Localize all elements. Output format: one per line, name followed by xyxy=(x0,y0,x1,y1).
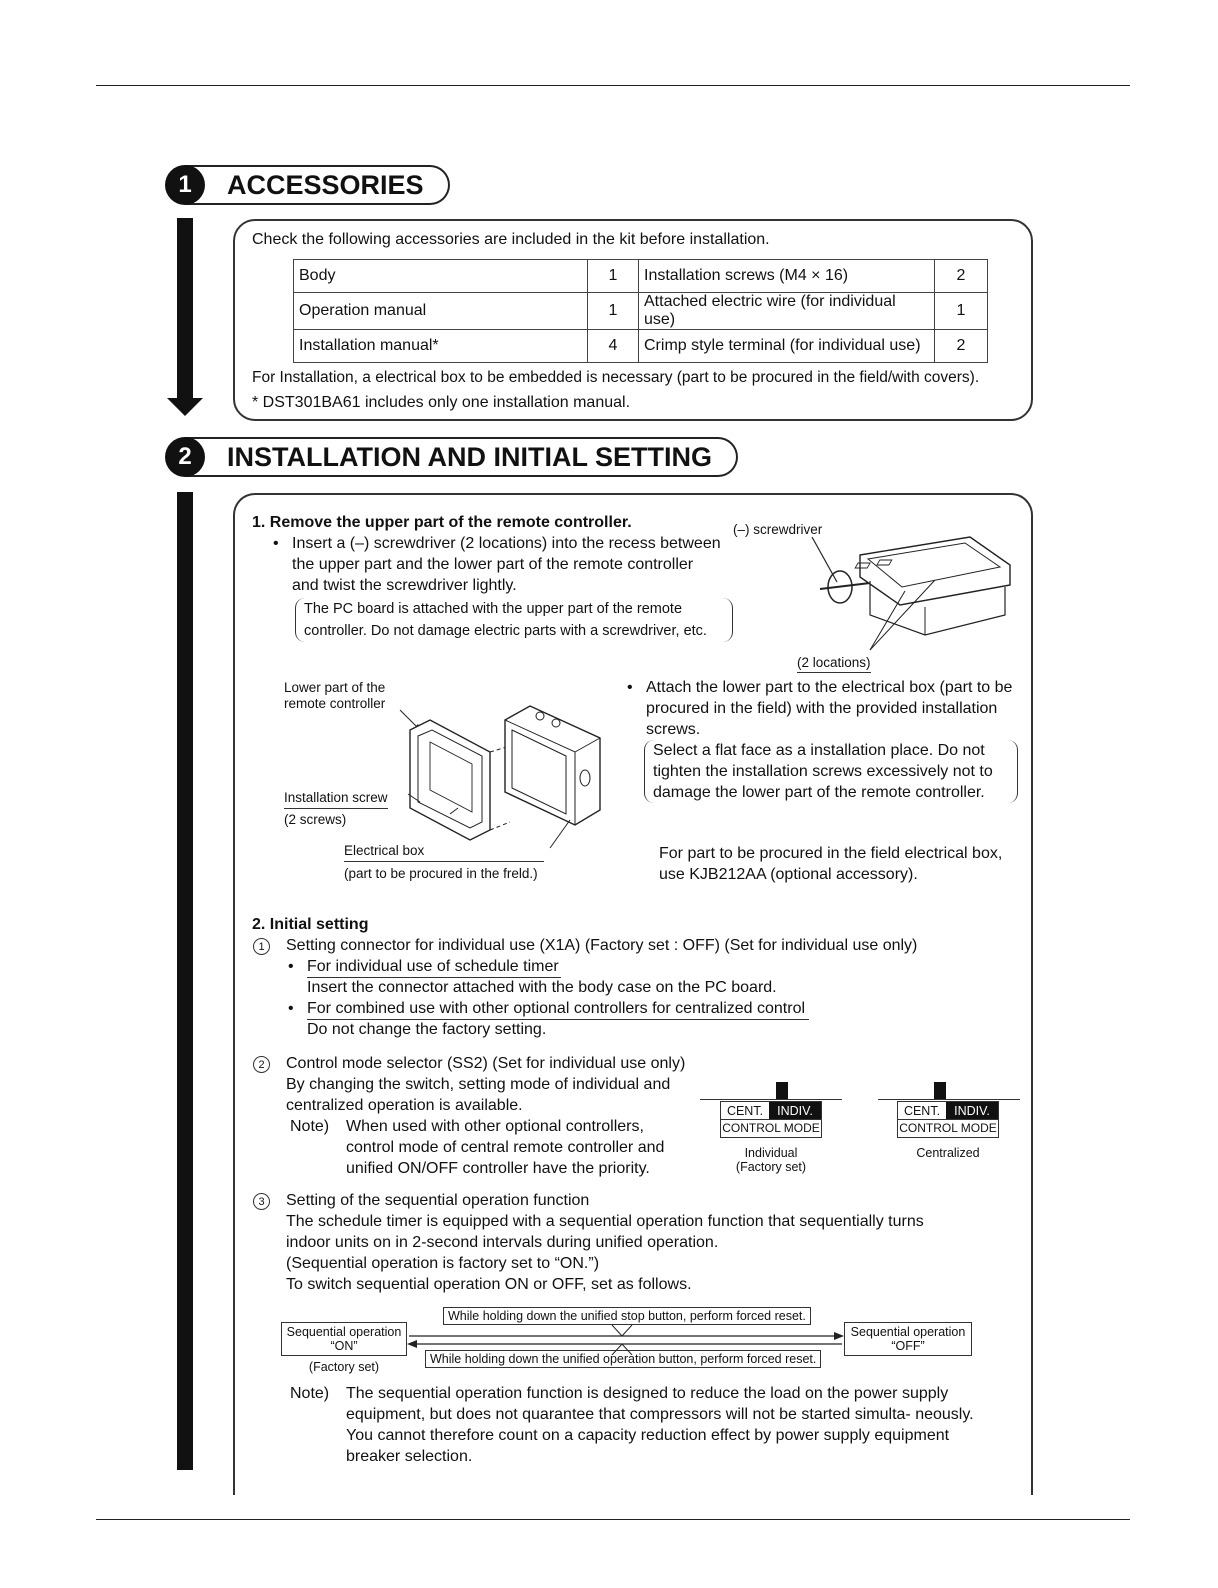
table-cell: Installation manual* xyxy=(294,330,588,363)
switch-mode-label: CONTROL MODE xyxy=(897,1119,999,1138)
section-1-title: ACCESSORIES xyxy=(185,165,450,205)
switch-mode-label: CONTROL MODE xyxy=(720,1119,822,1138)
accessories-table xyxy=(293,259,988,363)
section-2-arrow xyxy=(177,492,193,1470)
section-1-header xyxy=(165,166,450,204)
item1-sub1-text: Insert the connector attached with the body case on the PC board. xyxy=(307,979,777,996)
step1-bullet-2: • Attach the lower part to the electrical box (part to be procured in the field) with the provided installation screws. xyxy=(646,677,1016,740)
step1-field-note: For part to be procured in the field electrical box, use KJB212AA (optional accessory). xyxy=(659,845,1003,883)
section-1-arrow xyxy=(177,218,193,400)
seq-off-box: Sequential operation “OFF” xyxy=(844,1322,972,1356)
section-2-title: INSTALLATION AND INITIAL SETTING xyxy=(185,437,738,477)
table-cell: Body xyxy=(294,260,588,293)
table-row xyxy=(294,293,988,330)
table-cell: 2 xyxy=(935,330,988,363)
table-cell: 2 xyxy=(935,260,988,293)
switch-indiv-label: INDIV. xyxy=(946,1102,998,1119)
item3-line3: (Sequential operation is factory set to “ON.”) xyxy=(286,1255,600,1272)
table-cell: 1 xyxy=(588,293,639,330)
fig2-label-screws2: (2 screws) xyxy=(284,812,347,827)
item2-note-label: Note) xyxy=(290,1118,330,1135)
item2-line1: Control mode selector (SS2) (Set for individual use only) xyxy=(286,1055,686,1072)
item3-line1: Setting of the sequential operation function xyxy=(286,1192,590,1209)
section-1-number: 1 xyxy=(165,165,205,205)
switch-indiv-label: INDIV. xyxy=(769,1102,821,1119)
mode-switch-row xyxy=(897,1101,999,1119)
table-row xyxy=(294,260,988,293)
mode-switch-knob-2 xyxy=(934,1082,946,1099)
table-cell: Operation manual xyxy=(294,293,588,330)
item3-note-label: Note) xyxy=(290,1385,330,1402)
item2-line2: By changing the switch, setting mode of individual and centralized operation is available. xyxy=(286,1076,671,1114)
fig1-label-locations: (2 locations) xyxy=(797,655,871,673)
mode-switch-line-2 xyxy=(878,1099,1020,1100)
switch-cent-label: CENT. xyxy=(726,1103,764,1118)
section-2-number: 2 xyxy=(165,437,205,477)
item3-line4: To switch sequential operation ON or OFF, set as follows. xyxy=(286,1276,692,1293)
mode-caption-individual xyxy=(720,1146,822,1174)
step1-caution xyxy=(295,598,733,642)
section-2-header xyxy=(165,438,738,476)
step1-caution-2 xyxy=(644,740,1018,803)
top-rule xyxy=(96,85,1130,86)
table-cell: 4 xyxy=(588,330,639,363)
step1-caution-2-text: Select a flat face as a installation place. Do not tighten the installation screws excessively not to damage the lower part of the remote controller. xyxy=(653,742,993,801)
fig2-electrical-box-drawing xyxy=(380,690,620,860)
accessories-intro: Check the following accessories are included in the kit before installation. xyxy=(252,231,770,248)
mode-switch-line-1 xyxy=(700,1099,842,1100)
fig1-label-screwdriver: (–) screwdriver xyxy=(733,522,823,537)
accessories-note-1: For Installation, a electrical box to be embedded is necessary (part to be procured in the field/with covers). xyxy=(252,369,980,386)
table-cell: Attached electric wire (for individual use) xyxy=(639,293,935,330)
section-1-arrowhead xyxy=(167,398,203,416)
table-cell: Crimp style terminal (for individual use) xyxy=(639,330,935,363)
item3-note-text: The sequential operation function is designed to reduce the load on the power supply equipment, but does not quarantee that compressors will not be started simulta- neously. You cannot therefore count on a capacity reduction effect by power supply equipment breaker selection. xyxy=(346,1385,974,1465)
bottom-rule xyxy=(96,1519,1130,1520)
arrow-bottom-label: While holding down the unified operation button, perform forced reset. xyxy=(425,1350,821,1368)
item3-line2: The schedule timer is equipped with a sequential operation function that sequentially turns indoor units on in 2-second intervals during unified operation. xyxy=(286,1213,924,1251)
mode-switch-individual xyxy=(720,1101,822,1138)
seq-arrows-drawing xyxy=(407,1325,844,1355)
table-cell: 1 xyxy=(935,293,988,330)
fig2-label-lower-text: Lower part of the remote controller xyxy=(284,680,386,711)
item3-number: 3 xyxy=(253,1193,270,1210)
caption-individual: Individual xyxy=(744,1146,798,1160)
table-row xyxy=(294,330,988,363)
caption-factory: (Factory set) xyxy=(735,1160,807,1174)
item1-sub1-title: • For individual use of schedule timer xyxy=(307,956,561,978)
item2-note-text: When used with other optional controllers, control mode of central remote controller and unified ON/OFF controller have the priority. xyxy=(346,1118,665,1177)
arrow-top-label: While holding down the unified stop button, perform forced reset. xyxy=(443,1307,811,1325)
accessories-note-2: * DST301BA61 includes only one installation manual. xyxy=(252,394,631,411)
mode-switch-knob-1 xyxy=(776,1082,788,1099)
table-cell: Installation screws (M4 × 16) xyxy=(639,260,935,293)
mode-switch-row xyxy=(720,1101,822,1119)
table-cell: 1 xyxy=(588,260,639,293)
item2-number: 2 xyxy=(253,1056,270,1073)
seq-factory-label: (Factory set) xyxy=(308,1360,380,1374)
item1-text: Setting connector for individual use (X1A) (Factory set : OFF) (Set for individual use only) xyxy=(286,937,918,954)
fig2-label-box2: (part to be procured in the freld.) xyxy=(344,866,538,881)
fig1-remote-controller-drawing xyxy=(720,525,1020,670)
item1-sub2-title: • For combined use with other optional controllers for centralized control xyxy=(307,998,809,1020)
mode-switch-centralized xyxy=(897,1101,999,1138)
step1-bullet-1: • Insert a (–) screwdriver (2 locations) into the recess between the upper part and the lower part of the remote controller and twist the screwdriver lightly. xyxy=(292,533,722,596)
caption-centralized: Centralized xyxy=(916,1146,980,1160)
switch-cent-label: CENT. xyxy=(903,1103,941,1118)
seq-on-box: Sequential operation “ON” xyxy=(281,1322,407,1356)
step2-heading: 2. Initial setting xyxy=(252,916,369,933)
fig2-label-screw: Installation screw xyxy=(284,790,388,809)
step1-heading: 1. Remove the upper part of the remote controller. xyxy=(252,514,632,531)
fig2-label-box: Electrical box xyxy=(344,843,544,862)
step1-caution-text: The PC board is attached with the upper part of the remote controller. Do not damage electric parts with a screwdriver, etc. xyxy=(304,601,707,639)
item1-sub2-text: Do not change the factory setting. xyxy=(307,1021,547,1038)
item1-number: 1 xyxy=(253,938,270,955)
